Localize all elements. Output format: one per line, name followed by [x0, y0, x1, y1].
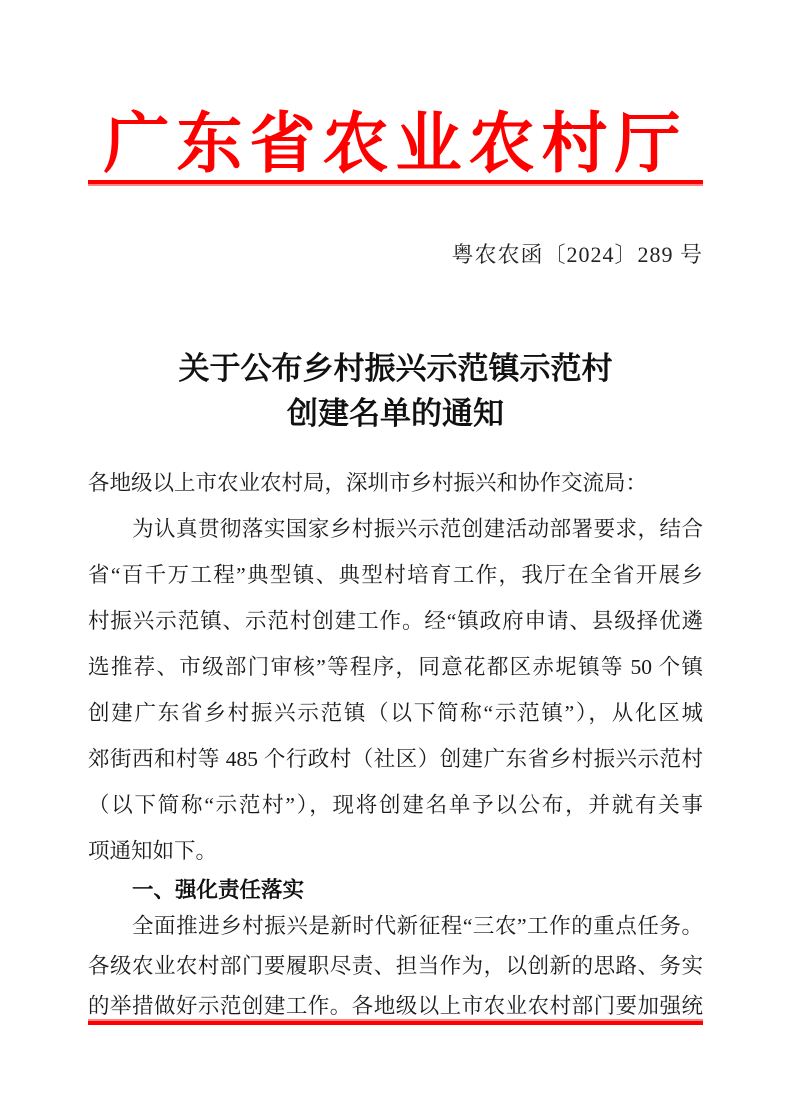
- section-heading-1: 一、强化责任落实: [132, 878, 305, 902]
- body-line: 各级农业农村部门要履职尽责、担当作为，以创新的思路、务实: [88, 954, 703, 978]
- document-title: [88, 346, 703, 436]
- body-line: 的举措做好示范创建工作。各地级以上市农业农村部门要加强统: [88, 994, 703, 1018]
- letterhead-top-rule: [88, 180, 703, 186]
- document-title-line-2: 创建名单的通知: [287, 396, 504, 431]
- body-line: 创建广东省乡村振兴示范镇（以下简称“示范镇”），从化区城: [88, 701, 703, 725]
- body-line: 全面推进乡村振兴是新时代新征程“三农”工作的重点任务。: [132, 914, 703, 938]
- body-salutation: 各地级以上市农业农村局，深圳市乡村振兴和协作交流局：: [88, 471, 648, 495]
- body-line: 村振兴示范镇、示范村创建工作。经“镇政府申请、县级择优遴: [88, 609, 703, 633]
- document-number: 粤农农函〔2024〕289 号: [451, 242, 703, 267]
- body-line: 省“百千万工程”典型镇、典型村培育工作，我厅在全省开展乡: [88, 563, 703, 587]
- body-line: 选推荐、市级部门审核”等程序，同意花都区赤坭镇等 50 个镇: [88, 655, 703, 679]
- document-body: [88, 460, 703, 1026]
- letterhead-agency-title: 广东省农业农村厅: [103, 108, 688, 181]
- body-line: 为认真贯彻落实国家乡村振兴示范创建活动部署要求，结合: [132, 517, 703, 541]
- body-line: 项通知如下。: [88, 839, 218, 863]
- body-line: 郊街西和村等 485 个行政村（社区）创建广东省乡村振兴示范村: [88, 747, 703, 771]
- body-line: （以下简称“示范村”），现将创建名单予以公布，并就有关事: [88, 793, 703, 817]
- document-title-line-1: 关于公布乡村振兴示范镇示范村: [178, 351, 613, 386]
- footer-rule: [88, 1019, 703, 1025]
